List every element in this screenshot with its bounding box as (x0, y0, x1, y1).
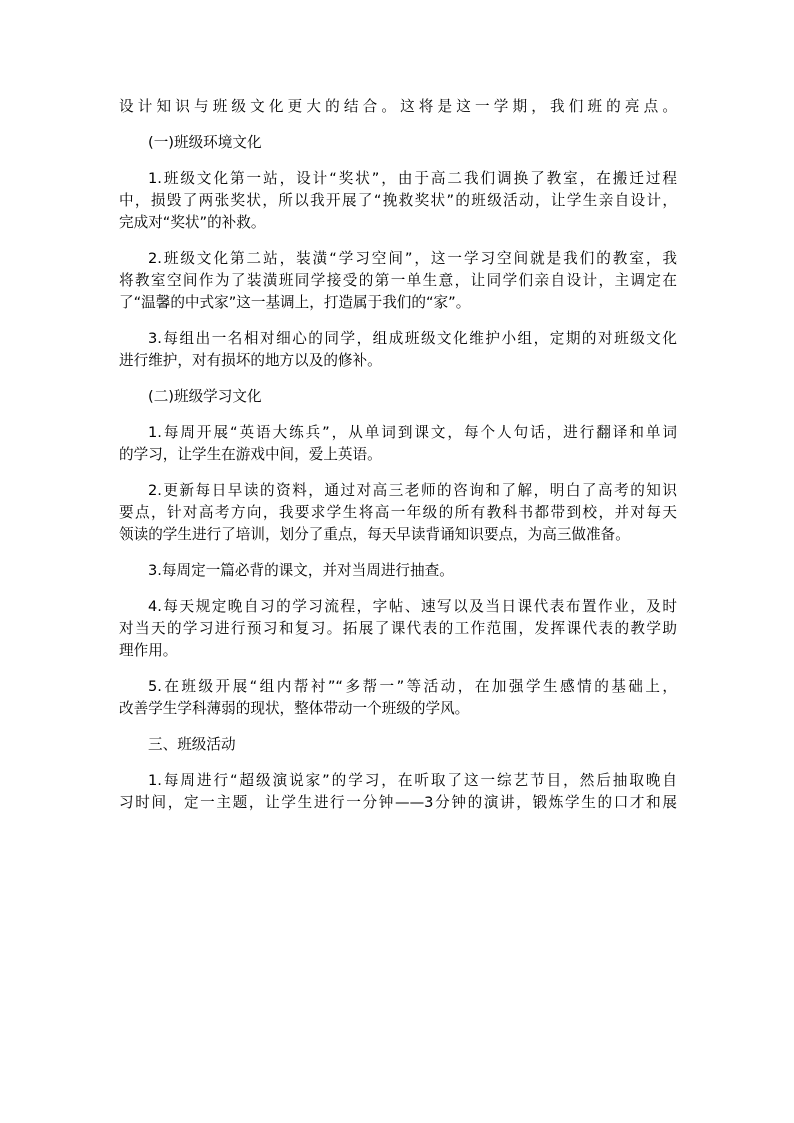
section-heading-environment-culture: (一)班级环境文化 (148, 134, 262, 151)
paragraph-line: 5.在班级开展“组内帮衬”“多帮一”等活动，在加强学生感情的基础上， (148, 678, 677, 695)
paragraph-line: 将教室空间作为了装潢班同学接受的第一单生意，让同学们亲自设计，主调定在 (119, 272, 677, 289)
paragraph-line: 4.每天规定晚自习的学习流程，字帖、速写以及当日课代表布置作业，及时 (148, 598, 677, 615)
paragraph-line: 领读的学生进行了培训，划分了重点，每天早读背诵知识要点，为高三做准备。 (119, 526, 630, 543)
paragraph-line: 对当天的学习进行预习和复习。拓展了课代表的工作范围，发挥课代表的教学助 (119, 620, 677, 637)
paragraph-line: 1.每周开展“英语大练兵”，从单词到课文，每个人句话，进行翻译和单词 (148, 424, 677, 441)
paragraph-line: 完成对“奖状”的补救。 (119, 214, 266, 231)
paragraph-line: 了“温馨的中式家”这一基调上，打造属于我们的“家”。 (119, 294, 471, 311)
paragraph-line: 2.班级文化第二站，装潢“学习空间”，这一学习空间就是我们的教室，我 (148, 250, 677, 267)
paragraph-line: 的学习，让学生在游戏中间，爱上英语。 (119, 446, 382, 463)
section-heading-class-activities: 三、班级活动 (148, 736, 236, 753)
paragraph-line: 进行维护，对有损坏的地方以及的修补。 (119, 352, 382, 369)
paragraph-line: 1.班级文化第一站，设计“奖状”，由于高二我们调换了教室，在搬迁过程 (148, 170, 677, 187)
paragraph-line: 2.更新每日早读的资料，通过对高三老师的咨询和了解，明白了高考的知识 (148, 482, 677, 499)
paragraph-line: 习时间，定一主题，让学生进行一分钟——3分钟的演讲，锻炼学生的口才和展 (119, 794, 677, 811)
paragraph-line: 中，损毁了两张奖状，所以我开展了“挽救奖状”的班级活动，让学生亲自设计， (119, 192, 677, 209)
paragraph-line: 3.每周定一篇必背的课文，并对当周进行抽查。 (148, 562, 454, 579)
document-body (119, 96, 677, 814)
paragraph-line: 改善学生学科薄弱的现状，整体带动一个班级的学风。 (119, 700, 470, 717)
section-heading-study-culture: (二)班级学习文化 (148, 388, 262, 405)
paragraph-line: 3.每组出一名相对细心的同学，组成班级文化维护小组，定期的对班级文化 (148, 330, 677, 347)
paragraph-line: 1.每周进行“超级演说家”的学习，在听取了这一综艺节目，然后抽取晚自 (148, 772, 677, 789)
paragraph-line: 设计知识与班级文化更大的结合。这将是这一学期，我们班的亮点。 (119, 98, 677, 115)
paragraph-line: 要点，针对高考方向，我要求学生将高一年级的所有教科书都带到校，并对每天 (119, 504, 677, 521)
paragraph-line: 理作用。 (119, 642, 178, 659)
